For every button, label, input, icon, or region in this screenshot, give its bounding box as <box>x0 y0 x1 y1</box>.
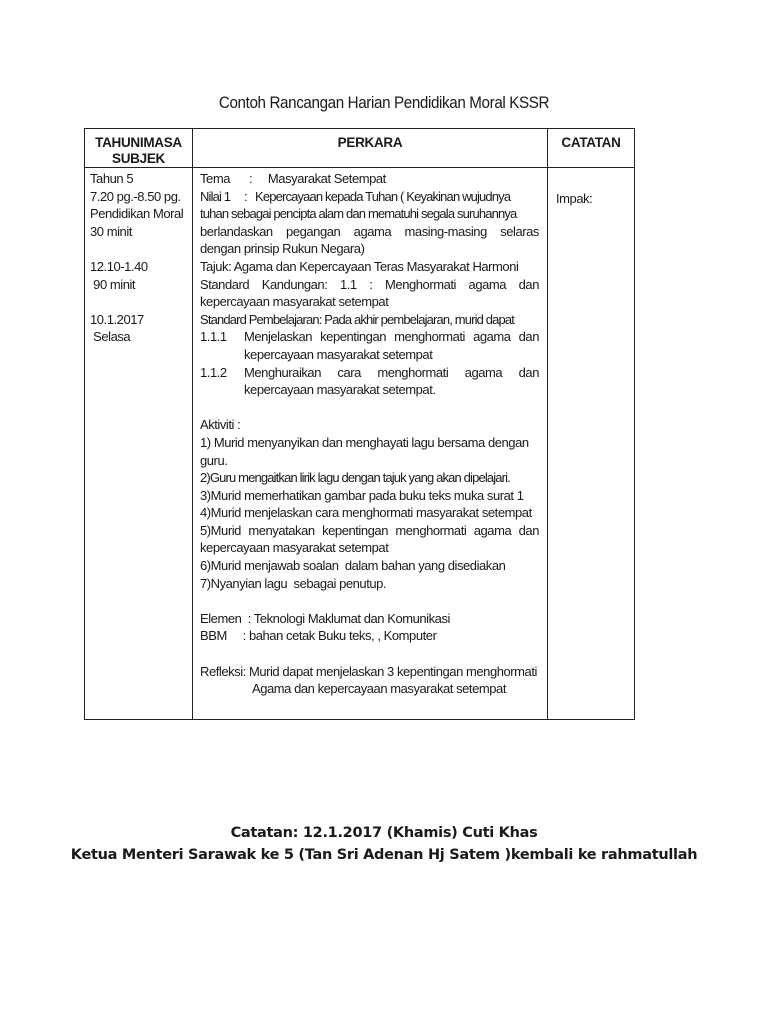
lesson-plan-table <box>84 128 635 720</box>
sp-item-2 <box>200 364 539 382</box>
footer-note <box>0 822 768 866</box>
table-body-row <box>85 168 635 720</box>
refleksi-line-2: Agama dan kepercayaan masyarakat setempat <box>252 681 506 697</box>
footer-note-line-1: Catatan: 12.1.2017 (Khamis) Cuti Khas <box>230 825 538 841</box>
tajuk-text: Tajuk: Agama dan Kepercayaan Teras Masyarakat Harmoni <box>200 258 519 274</box>
nilai-line-1: Nilai 1 : Kepercayaan kepada Tuhan ( Keyakinan wujudnya <box>200 188 511 204</box>
sp-item-1-number: 1.1.1 <box>200 329 227 345</box>
aktiviti-7: 7)Nyanyian lagu sebagai penutup. <box>200 575 387 591</box>
sp-item-1-line-2: kepercayaan masyarakat setempat <box>244 346 433 362</box>
table-header-row <box>85 129 635 168</box>
aktiviti-heading: Aktiviti : <box>200 417 241 433</box>
refleksi-line-1: Refleksi: Murid dapat menjelaskan 3 kepentingan menghormati <box>200 663 537 679</box>
sp-item-1-line-1: Menjelaskan kepentingan menghormati agama dan <box>244 329 539 345</box>
footer-note-line-2: Ketua Menteri Sarawak ke 5 (Tan Sri Adenan Hj Satem )kembali ke rahmatullah <box>70 847 698 863</box>
nilai-line-4: dengan prinsip Rukun Negara) <box>200 241 365 257</box>
header-subjek-label: SUBJEK <box>112 151 165 166</box>
tema-text: Tema : Masyarakat Setempat <box>200 171 386 186</box>
aktiviti-1-line-2: guru. <box>200 452 228 468</box>
masa-text: 7.20 pg.-8.50 pg. <box>90 188 181 204</box>
cell-tahun-masa-subjek <box>85 168 193 720</box>
aktiviti-5-line-2: kepercayaan masyarakat setempat <box>200 540 389 556</box>
elemen-text: Elemen : Teknologi Maklumat dan Komunikasi <box>200 610 450 626</box>
cell-perkara <box>193 168 548 720</box>
sp-item-2-line-1: Menghuraikan cara menghormati agama dan <box>244 364 539 380</box>
sp-item-1 <box>200 328 539 346</box>
aktiviti-5-line-1: 5)Murid menyatakan kepentingan menghormati agama dan <box>200 522 539 538</box>
masa2-text: 12.10-1.40 <box>90 258 148 274</box>
standard-pembelajaran-text: Standard Pembelajaran: Pada akhir pembelajaran, murid dapat <box>200 311 515 327</box>
nilai-line-2: tuhan sebagai pencipta alam dan mematuhi segala suruhannya <box>200 206 517 222</box>
tahun-text: Tahun 5 <box>90 171 134 186</box>
header-catatan: CATATAN <box>548 129 635 168</box>
aktiviti-2: 2)Guru mengaitkan lirik lagu dengan tajuk yang akan dipelajari. <box>200 470 510 486</box>
hari-text: Selasa <box>90 329 131 345</box>
minit-text: 30 minit <box>90 223 132 239</box>
header-tahun-masa-subjek <box>85 129 193 168</box>
standard-kandungan-line-2: kepercayaan masyarakat setempat <box>200 294 389 310</box>
sp-item-2-number: 1.1.2 <box>200 364 227 380</box>
aktiviti-3: 3)Murid memerhatikan gambar pada buku teks muka surat 1 <box>200 487 524 503</box>
header-tahun-masa-label: TAHUNIMASA <box>95 135 182 150</box>
aktiviti-1-line-1: 1) Murid menyanyikan dan menghayati lagu bersama dengan <box>200 434 529 450</box>
aktiviti-4: 4)Murid menjelaskan cara menghormati masyarakat setempat <box>200 505 532 521</box>
sp-item-2-line-2: kepercayaan masyarakat setempat. <box>244 382 436 398</box>
tarikh-text: 10.1.2017 <box>90 311 144 327</box>
minit2-text: 90 minit <box>90 276 136 292</box>
nilai-line-3: berlandaskan pegangan agama masing-masing selaras <box>200 223 539 239</box>
standard-kandungan-line-1: Standard Kandungan: 1.1 : Menghormati agama dan <box>200 276 539 292</box>
header-perkara: PERKARA <box>193 129 548 168</box>
document-title: Contoh Rancangan Harian Pendidikan Moral KSSR <box>218 94 550 112</box>
subjek-text: Pendidikan Moral <box>90 206 184 222</box>
impak-text: Impak: <box>556 191 593 206</box>
bbm-text: BBM : bahan cetak Buku teks, , Komputer <box>200 628 437 644</box>
aktiviti-6: 6)Murid menjawab soalan dalam bahan yang disediakan <box>200 558 506 574</box>
cell-catatan <box>548 168 635 720</box>
